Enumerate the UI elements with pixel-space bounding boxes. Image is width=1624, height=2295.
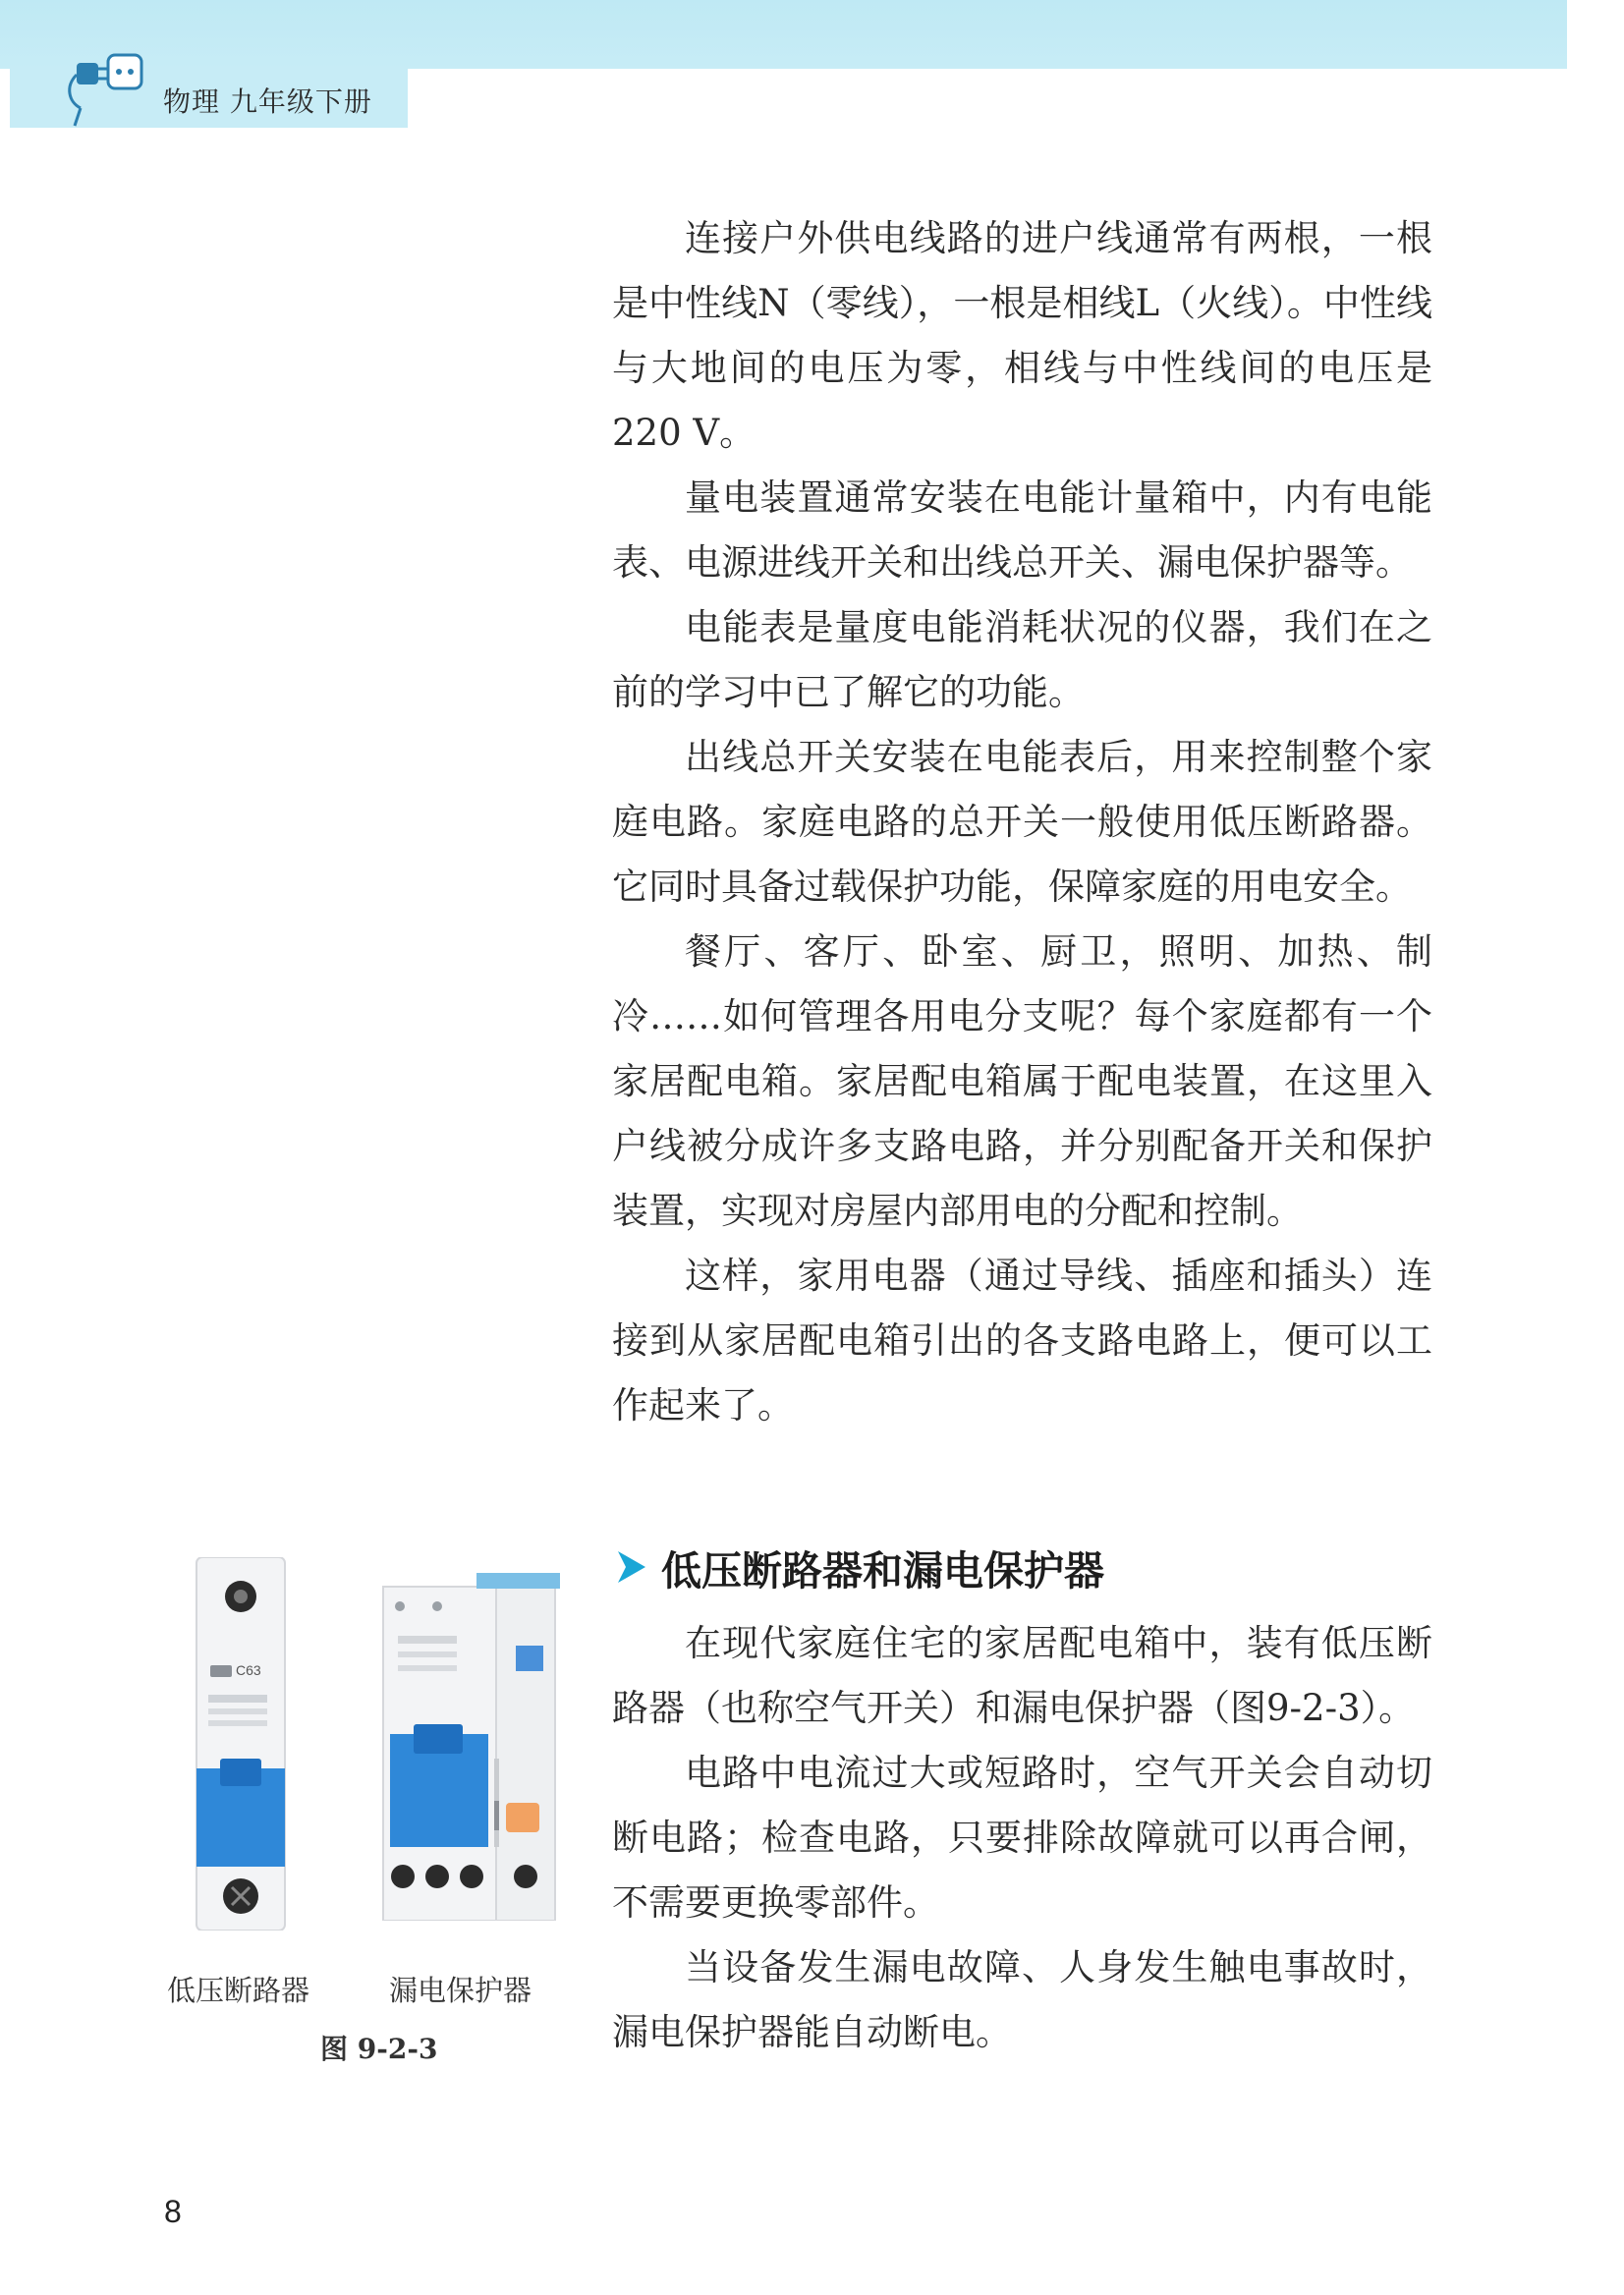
book-title: 物理 九年级下册 (163, 85, 372, 118)
breaker-marking: C63 (236, 1662, 261, 1678)
paragraph: 电能表是量度电能消耗状况的仪器，我们在之前的学习中已了解它的功能。 (612, 606, 1432, 713)
section-arrow-icon (612, 1547, 651, 1587)
figure-label: 图 9-2-3 (320, 2033, 438, 2065)
paragraph: 餐厅、客厅、卧室、厨卫，照明、加热、制冷……如何管理各用电分支呢？每个家庭都有一个家居配电箱。家居配电箱属于配电装置，在这里入户线被分成许多支路电路，并分别配备开关和保护装置，实现对房屋内部用电的分配和控制。 (612, 930, 1432, 1232)
header-band (0, 0, 1567, 69)
paragraph: 在现代家庭住宅的家居配电箱中，装有低压断路器（也称空气开关）和漏电保护器（图9-2-3）。 (612, 1622, 1432, 1729)
paragraph: 出线总开关安装在电能表后，用来控制整个家庭电路。家庭电路的总开关一般使用低压断路器。它同时具备过载保护功能，保障家庭的用电安全。 (612, 736, 1432, 908)
leakage-protector-image (378, 1567, 560, 1921)
paragraph: 连接户外供电线路的进户线通常有两根，一根是中性线N（零线），一根是相线L（火线）。中性线与大地间的电压为零，相线与中性线间的电压是220 V。 (612, 217, 1432, 454)
caption-breaker: 低压断路器 (167, 1974, 310, 2007)
paragraph: 量电装置通常安装在电能计量箱中，内有电能表、电源进线开关和出线总开关、漏电保护器等。 (612, 476, 1432, 584)
section-title: 低压断路器和漏电保护器 (661, 1546, 1104, 1595)
plug-socket-icon (63, 43, 151, 132)
body-text-lower (612, 1611, 1432, 2065)
page-number: 8 (164, 2194, 182, 2229)
section-heading (612, 1533, 1104, 1601)
caption-leakage-protector: 漏电保护器 (389, 1974, 532, 2007)
body-text-upper (612, 206, 1432, 1438)
circuit-breaker-image (187, 1557, 295, 1931)
paragraph: 电路中电流过大或短路时，空气开关会自动切断电路；检查电路，只要排除故障就可以再合闸，不需要更换零部件。 (612, 1752, 1432, 1924)
paragraph: 这样，家用电器（通过导线、插座和插头）连接到从家居配电箱引出的各支路电路上，便可以工作起来了。 (612, 1255, 1432, 1427)
paragraph: 当设备发生漏电故障、人身发生触电事故时，漏电保护器能自动断电。 (612, 1946, 1432, 2053)
